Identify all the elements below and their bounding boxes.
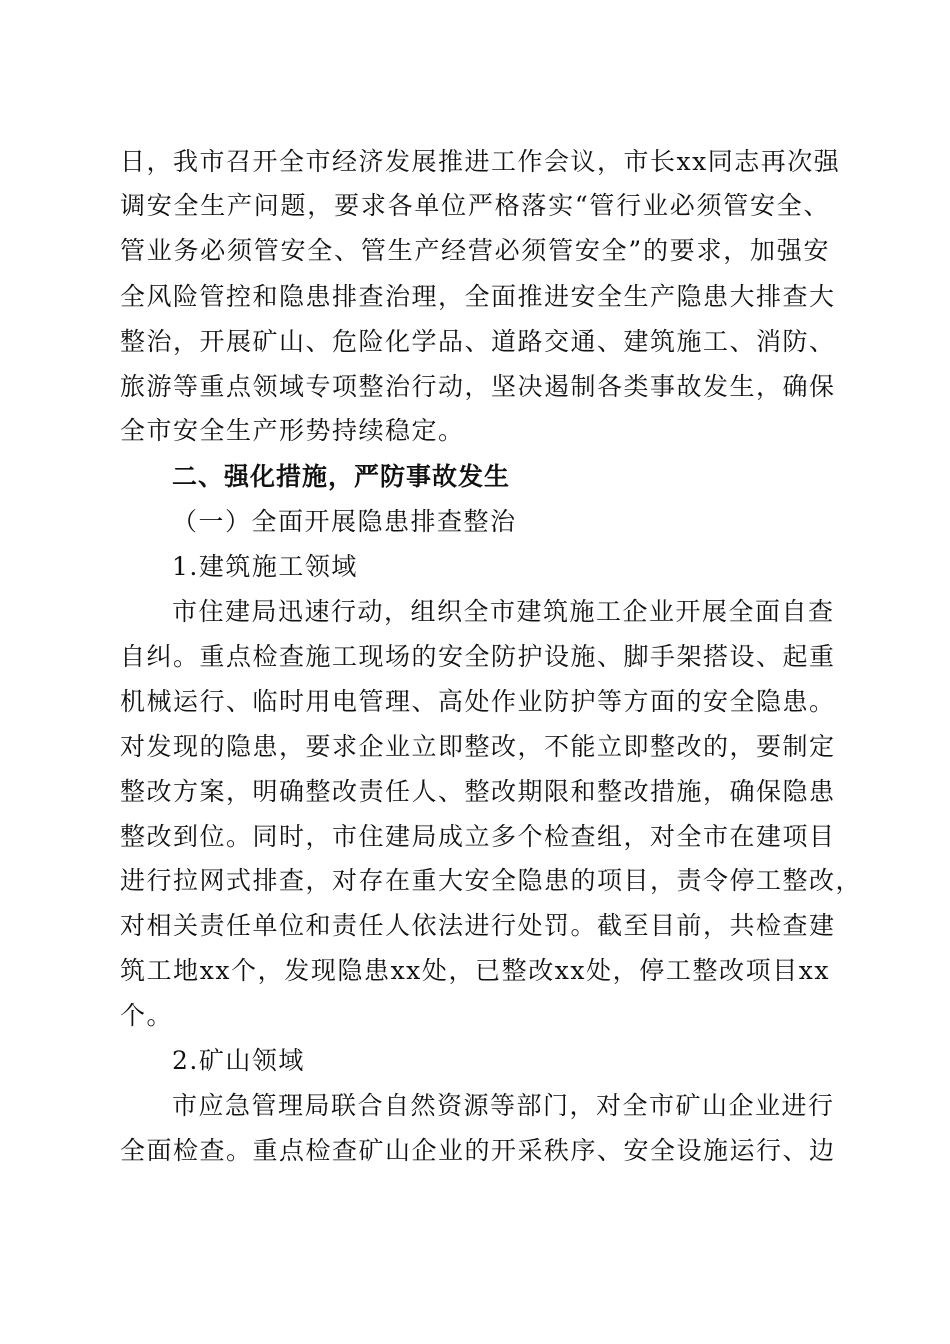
item-heading: 1.建筑施工领域 — [172, 552, 358, 581]
paragraph-line: 自纠。重点检查施工现场的安全防护设施、脚手架搭设、起重 — [120, 642, 836, 671]
paragraph-line: 全面检查。重点检查矿山企业的开采秩序、安全设施运行、边 — [120, 1136, 836, 1165]
subsection-heading: （一）全面开展隐患排查整治 — [172, 507, 517, 536]
paragraph-line: 日，我市召开全市经济发展推进工作会议，市长xx同志再次强 — [120, 147, 841, 176]
paragraph-line: 市应急管理局联合自然资源等部门，对全市矿山企业进行 — [172, 1091, 835, 1120]
paragraph-line: 市住建局迅速行动，组织全市建筑施工企业开展全面自查 — [172, 597, 835, 626]
paragraph-line: 整改方案，明确整改责任人、整改期限和整改措施，确保隐患 — [120, 777, 836, 806]
paragraph-line: 筑工地xx个，发现隐患xx处，已整改xx处，停工整改项目xx — [120, 956, 830, 985]
paragraph-line: 整治，开展矿山、危险化学品、道路交通、建筑施工、消防、 — [120, 327, 836, 356]
paragraph-line: 个。 — [120, 1001, 174, 1030]
paragraph-line: 机械运行、临时用电管理、高处作业防护等方面的安全隐患。 — [120, 687, 836, 716]
paragraph-line: 对发现的隐患，要求企业立即整改，不能立即整改的，要制定 — [120, 732, 836, 761]
paragraph-line: 调安全生产问题，要求各单位严格落实“管行业必须管安全、 — [120, 191, 830, 220]
paragraph-line: 管业务必须管安全、管生产经营必须管安全”的要求，加强安 — [120, 236, 830, 265]
paragraph-line: 进行拉网式排查，对存在重大安全隐患的项目，责令停工整改， — [120, 866, 863, 895]
paragraph-line: 整改到位。同时，市住建局成立多个检查组，对全市在建项目 — [120, 822, 836, 851]
paragraph-line: 全风险管控和隐患排查治理，全面推进安全生产隐患大排查大 — [120, 282, 836, 311]
paragraph-line: 旅游等重点领域专项整治行动，坚决遏制各类事故发生，确保 — [120, 372, 836, 401]
paragraph-line: 对相关责任单位和责任人依法进行处罚。截至目前，共检查建 — [120, 911, 836, 940]
paragraph-line: 全市安全生产形势持续稳定。 — [120, 416, 465, 445]
section-heading: 二、强化措施，严防事故发生 — [172, 462, 511, 491]
item-heading: 2.矿山领域 — [172, 1046, 305, 1075]
